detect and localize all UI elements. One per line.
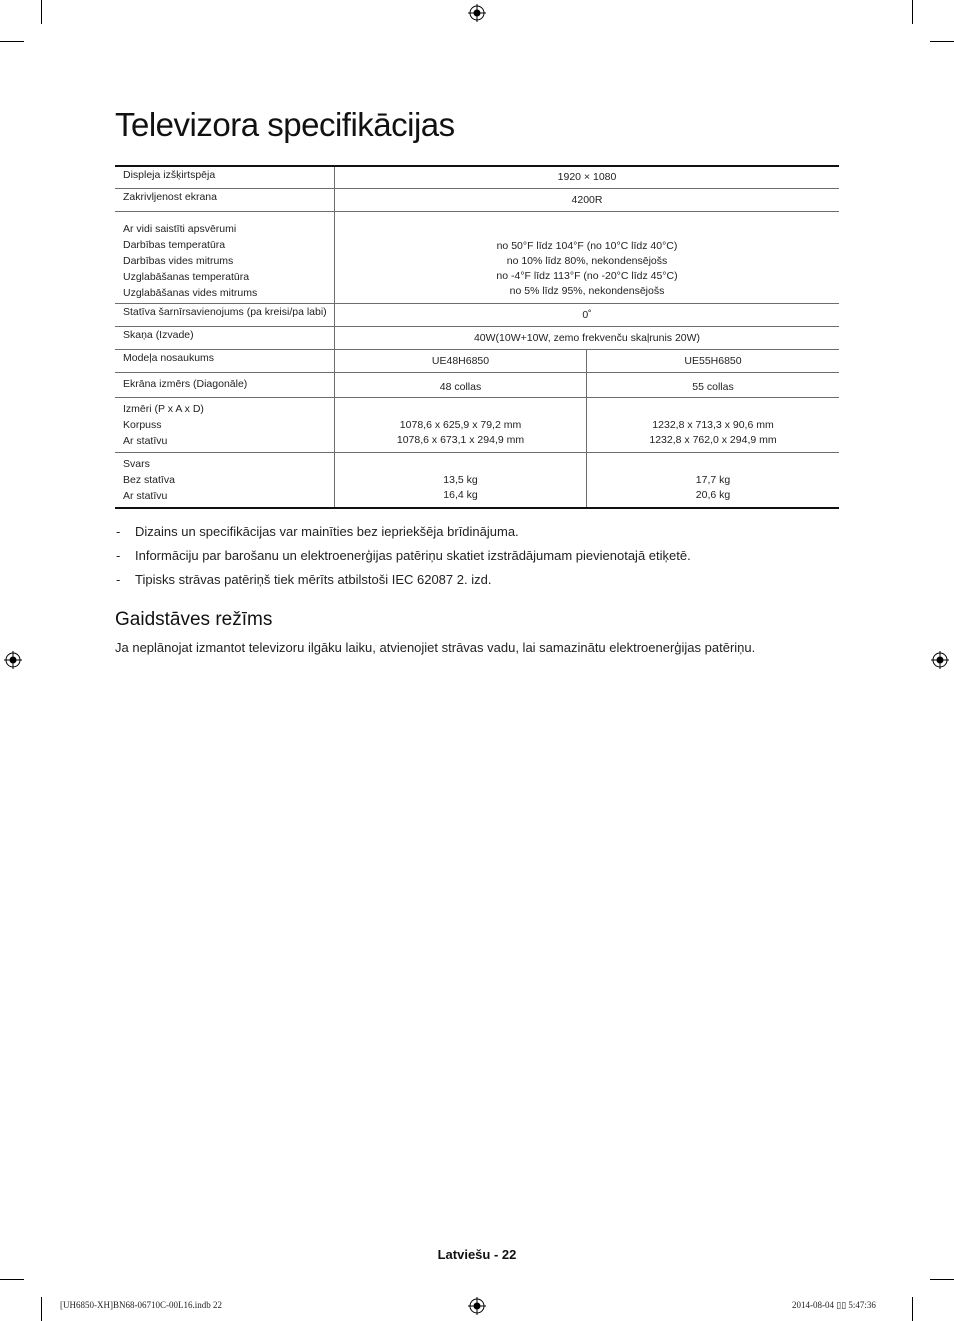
registration-mark-icon <box>468 4 486 22</box>
crop-mark-bottom-right-v <box>912 1297 913 1321</box>
spec-label-line: Darbības vides mitrums <box>123 254 234 267</box>
crop-mark-top-right-v <box>912 0 913 24</box>
spec-value-line: no 10% līdz 80%, nekondensējošs <box>506 254 668 267</box>
crop-mark-top-right-h <box>930 41 954 42</box>
spec-value: 40W(10W+10W, zemo frekvenču skaļrunis 20W) <box>335 326 840 349</box>
print-slug-left: [UH6850-XH]BN68-06710C-00L16.indb 22 <box>60 1300 222 1310</box>
spec-value: 4200R <box>335 188 840 211</box>
spec-table <box>115 165 839 509</box>
registration-mark-icon <box>931 651 949 669</box>
spec-value-model-a: UE48H6850 <box>335 349 587 372</box>
spec-label-line: Uzglabāšanas vides mitrums <box>123 286 258 299</box>
registration-mark-icon <box>4 651 22 669</box>
spec-label-line: Korpuss <box>123 418 162 431</box>
spec-value-line: no 5% līdz 95%, nekondensējošs <box>509 284 665 297</box>
spec-value-line: 17,7 kg <box>695 473 731 486</box>
spec-value: 0˚ <box>335 303 840 326</box>
list-item <box>116 524 691 548</box>
spec-value-model-b: UE55H6850 <box>587 349 840 372</box>
table-row <box>115 303 839 326</box>
section-heading: Gaidstāves režīms <box>115 609 273 630</box>
crop-mark-top-left-h <box>0 41 24 42</box>
registration-mark-icon <box>468 1297 486 1315</box>
list-item <box>116 548 691 572</box>
spec-value-model-a <box>335 452 587 508</box>
spec-label: Statīva šarnīrsavienojums (pa kreisi/pa labi) <box>123 305 327 318</box>
spec-label-line: Uzglabāšanas temperatūra <box>123 270 250 283</box>
notes-list <box>116 524 691 596</box>
spec-value: 1920 × 1080 <box>335 166 840 188</box>
bullet-dash: - <box>116 524 121 539</box>
note-text: Informāciju par barošanu un elektroenerģijas patēriņu skatiet izstrādājumam pievienotajā etiķetē. <box>135 548 691 563</box>
spec-value <box>335 211 840 303</box>
spec-value-line: 13,5 kg <box>443 473 478 486</box>
bullet-dash: - <box>116 572 121 587</box>
spec-label-line: Svars <box>123 457 150 470</box>
spec-value-model-b: 55 collas <box>587 372 840 397</box>
section-paragraph: Ja neplānojat izmantot televizoru ilgāku laiku, atvienojiet strāvas vadu, lai samazinātu elektroenerģijas patēriņu. <box>115 640 756 655</box>
spec-value-model-a: 48 collas <box>335 372 587 397</box>
spec-value-line: no -4°F līdz 113°F (no -20°C līdz 45°C) <box>496 269 678 282</box>
spec-value-line: 20,6 kg <box>695 488 731 501</box>
spec-label <box>115 452 335 508</box>
spec-label-line: Ar vidi saistīti apsvērumi <box>123 222 237 235</box>
spec-label-line: Izmēri (P x A x D) <box>123 402 204 415</box>
spec-value-line: 1078,6 x 625,9 x 79,2 mm <box>399 418 522 431</box>
spec-label-line: Ar statīvu <box>123 434 168 447</box>
spec-value-line: 16,4 kg <box>443 488 478 501</box>
spec-value-line: 1078,6 x 673,1 x 294,9 mm <box>396 433 525 446</box>
spec-value-model-a <box>335 397 587 452</box>
spec-label-line: Darbības temperatūra <box>123 238 226 251</box>
list-item <box>116 572 691 596</box>
table-row <box>115 372 839 397</box>
table-row <box>115 211 839 303</box>
spec-label: Zakrivljenost ekrana <box>123 190 217 203</box>
spec-label: Displeja izšķirtspēja <box>123 169 216 181</box>
table-row <box>115 452 839 508</box>
spec-value-model-b <box>587 397 840 452</box>
spec-label <box>115 211 335 303</box>
page-title: Televizora specifikācijas <box>115 106 455 143</box>
spec-value-line: 1232,8 x 762,0 x 294,9 mm <box>649 433 777 446</box>
note-text: Tipisks strāvas patēriņš tiek mērīts atbilstoši IEC 62087 2. izd. <box>135 572 492 587</box>
crop-mark-bottom-left-v <box>41 1297 42 1321</box>
spec-label: Ekrāna izmērs (Diagonāle) <box>123 377 248 390</box>
page-footer: Latviešu - 22 <box>437 1247 517 1262</box>
spec-value-model-b <box>587 452 840 508</box>
table-row <box>115 397 839 452</box>
table-row <box>115 188 839 211</box>
bullet-dash: - <box>116 548 121 563</box>
note-text: Dizains un specifikācijas var mainīties bez iepriekšēja brīdinājuma. <box>135 524 519 539</box>
spec-label: Modeļa nosaukums <box>123 351 215 364</box>
crop-mark-top-left-v <box>41 0 42 24</box>
table-row <box>115 166 839 188</box>
crop-mark-bottom-left-h <box>0 1279 24 1280</box>
spec-label-line: Bez statīva <box>123 473 175 486</box>
table-row <box>115 349 839 372</box>
spec-label <box>115 397 335 452</box>
spec-value-line: 1232,8 x 713,3 x 90,6 mm <box>652 418 774 431</box>
spec-label-line: Ar statīvu <box>123 489 168 502</box>
spec-label: Skaņa (Izvade) <box>123 328 194 341</box>
print-slug-right: 2014-08-04 ▯▯ 5:47:36 <box>792 1300 876 1310</box>
table-row <box>115 326 839 349</box>
crop-mark-bottom-right-h <box>930 1279 954 1280</box>
spec-value-line: no 50°F līdz 104°F (no 10°C līdz 40°C) <box>496 239 678 252</box>
